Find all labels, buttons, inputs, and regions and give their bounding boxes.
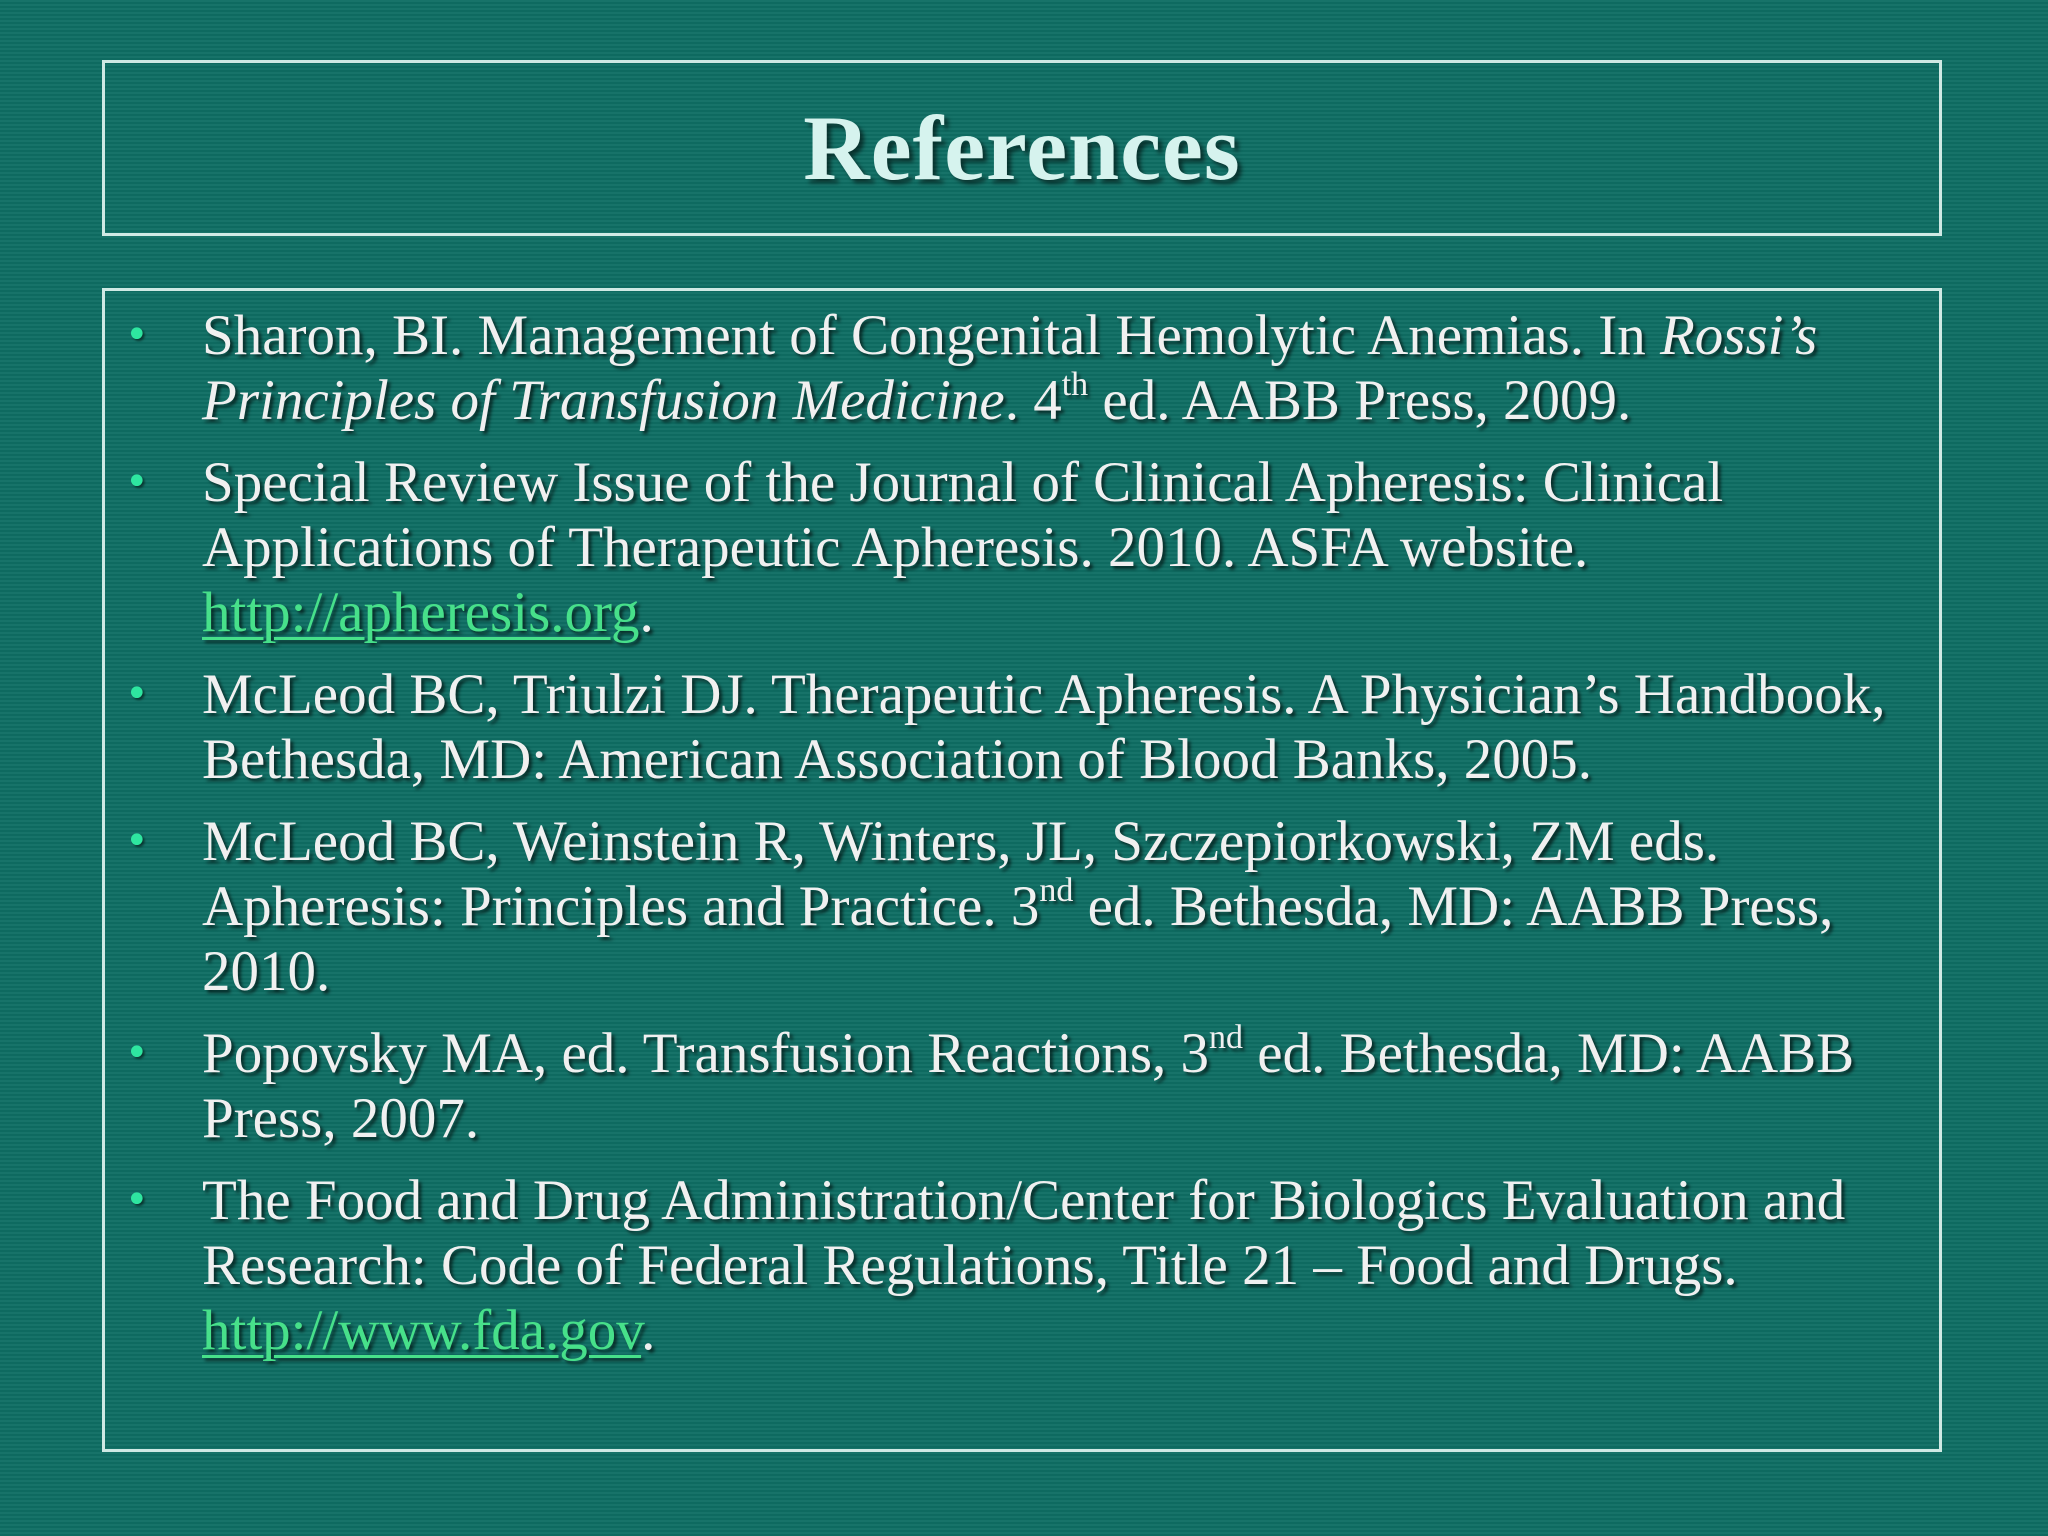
references-box	[102, 288, 1942, 1452]
reference-text: ed. AABB Press, 2009.	[1088, 369, 1632, 432]
reference-item	[105, 809, 1919, 1004]
reference-text: ed. Bethesda, MD: AABB Press, 2007.	[202, 1022, 1855, 1150]
reference-text: McLeod BC, Weinstein R, Winters, JL, Szczepiorkowski, ZM eds. Apheresis: Principles and Practice. 3	[202, 810, 1720, 938]
reference-text: Special Review Issue of the Journal of Clinical Apheresis: Clinical Applications of Therapeutic Apheresis. 2010. ASFA website.	[202, 451, 1724, 579]
reference-text: . 4	[1004, 369, 1062, 432]
title-box	[102, 60, 1942, 236]
book-title: Rossi’s Principles of Transfusion Medicine	[202, 304, 1818, 432]
references-list	[105, 291, 1939, 1363]
reference-item	[105, 450, 1919, 645]
bullet-icon: •	[125, 459, 149, 505]
reference-text: Popovsky MA, ed. Transfusion Reactions, 3	[202, 1022, 1210, 1085]
reference-text: The Food and Drug Administration/Center for Biologics Evaluation and Research: Code of Federal Regulations, Title 21 – Food and Drugs.	[202, 1169, 1846, 1297]
reference-item	[105, 1168, 1919, 1363]
reference-text: McLeod BC, Triulzi DJ. Therapeutic Apheresis. A Physician’s Handbook, Bethesda, MD: American Association of Blood Banks, 2005.	[202, 663, 1886, 791]
bullet-icon: •	[125, 312, 149, 358]
bullet-icon: •	[125, 1177, 149, 1223]
edition-superscript: nd	[1209, 1019, 1244, 1056]
bullet-icon: •	[125, 671, 149, 717]
reference-text: ed. Bethesda, MD: AABB Press, 2010.	[202, 875, 1834, 1003]
slide-title: References	[803, 97, 1241, 199]
bullet-icon: •	[125, 818, 149, 864]
reference-item	[105, 303, 1919, 433]
apheresis-link[interactable]: http://apheresis.org	[202, 581, 640, 644]
reference-item	[105, 1021, 1919, 1151]
reference-text: .	[639, 581, 654, 644]
reference-text: .	[641, 1299, 656, 1362]
bullet-icon: •	[125, 1030, 149, 1076]
reference-text: Sharon, BI. Management of Congenital Hemolytic Anemias. In	[202, 304, 1660, 367]
edition-superscript: nd	[1039, 872, 1074, 909]
reference-item	[105, 662, 1919, 792]
edition-superscript: th	[1061, 366, 1089, 403]
fda-link[interactable]: http://www.fda.gov	[202, 1299, 642, 1362]
